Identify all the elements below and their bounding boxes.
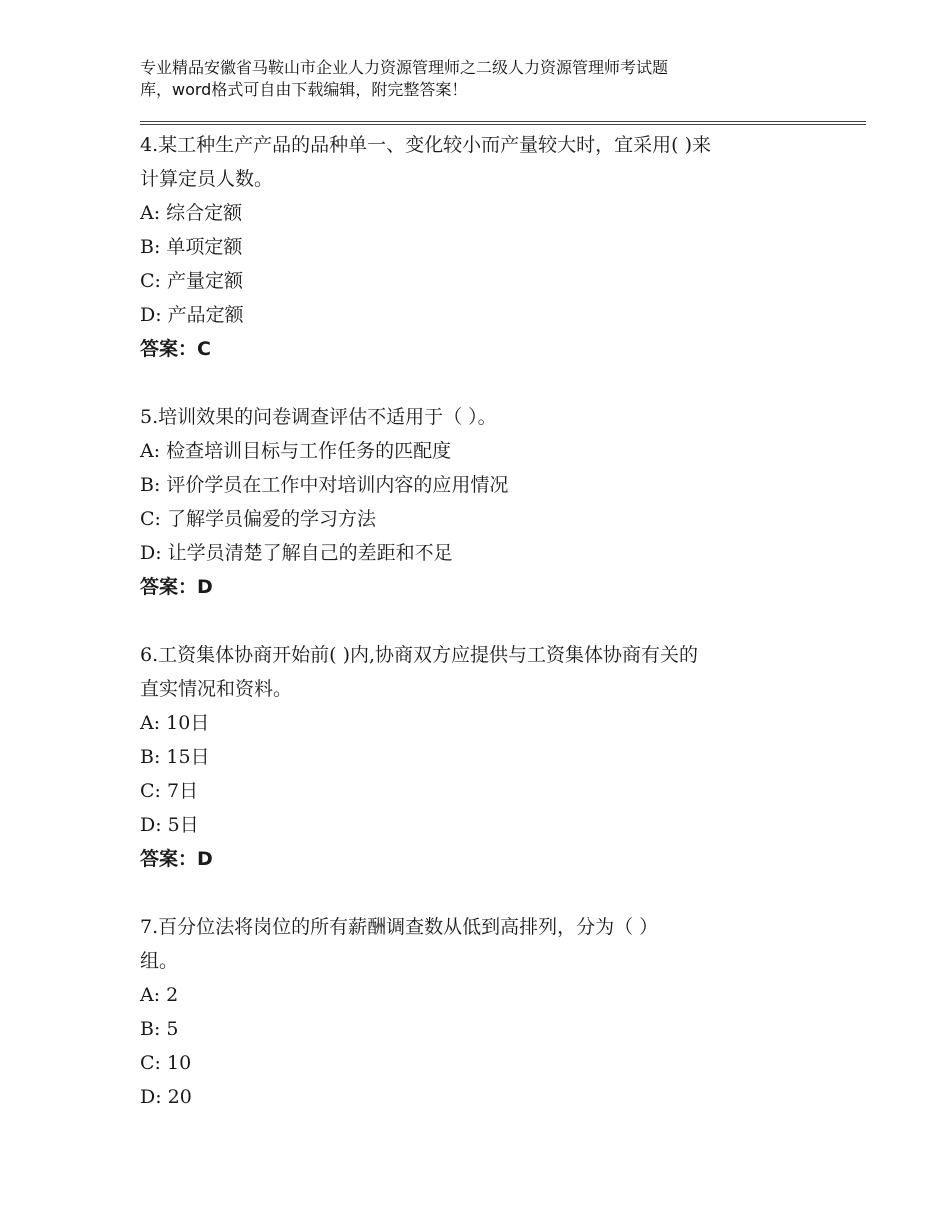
option-b: B: 15日: [140, 746, 210, 768]
option-b: B: 评价学员在工作中对培训内容的应用情况: [140, 474, 509, 496]
question-list: [140, 128, 840, 1114]
option-d: D: 产品定额: [140, 304, 244, 326]
question-spacer: [140, 604, 840, 638]
question-4: [140, 128, 840, 366]
option-c: C: 7日: [140, 780, 199, 802]
question-6: [140, 638, 840, 876]
header-divider-bottom: [140, 124, 866, 125]
answer-label: 答案：D: [140, 848, 213, 870]
question-text-line: 6.工资集体协商开始前( )内,协商双方应提供与工资集体协商有关的: [140, 644, 699, 666]
question-text-line: 4.某工种生产产品的品种单一、变化较小而产量较大时，宜采用( )来: [140, 134, 711, 156]
question-text-line: 5.培训效果的问卷调查评估不适用于（ ）。: [140, 406, 497, 428]
option-a: A: 2: [140, 984, 179, 1006]
option-c: C: 了解学员偏爱的学习方法: [140, 508, 376, 530]
answer-label: 答案：D: [140, 576, 213, 598]
question-5: [140, 400, 840, 604]
question-7: [140, 910, 840, 1114]
header-line-1: 专业精品安徽省马鞍山市企业人力资源管理师之二级人力资源管理师考试题: [140, 58, 669, 77]
option-a: A: 检查培训目标与工作任务的匹配度: [140, 440, 452, 462]
option-c: C: 产量定额: [140, 270, 243, 292]
option-d: D: 5日: [140, 814, 199, 836]
option-b: B: 5: [140, 1018, 179, 1040]
document-header: [140, 57, 780, 101]
option-d: D: 20: [140, 1086, 192, 1108]
header-divider-top: [140, 121, 866, 122]
question-spacer: [140, 876, 840, 910]
question-text-line: 7.百分位法将岗位的所有薪酬调查数从低到高排列，分为（ ）: [140, 916, 659, 938]
header-line-2: 库，word格式可自由下载编辑，附完整答案！: [140, 80, 468, 99]
option-c: C: 10: [140, 1052, 192, 1074]
question-text-line: 直实情况和资料。: [140, 678, 293, 700]
answer-label: 答案：C: [140, 338, 211, 360]
option-b: B: 单项定额: [140, 236, 243, 258]
option-d: D: 让学员清楚了解自己的差距和不足: [140, 542, 453, 564]
question-text-line: 计算定员人数。: [140, 168, 274, 190]
option-a: A: 10日: [140, 712, 210, 734]
question-text-line: 组。: [140, 950, 179, 972]
question-spacer: [140, 366, 840, 400]
option-a: A: 综合定额: [140, 202, 243, 224]
